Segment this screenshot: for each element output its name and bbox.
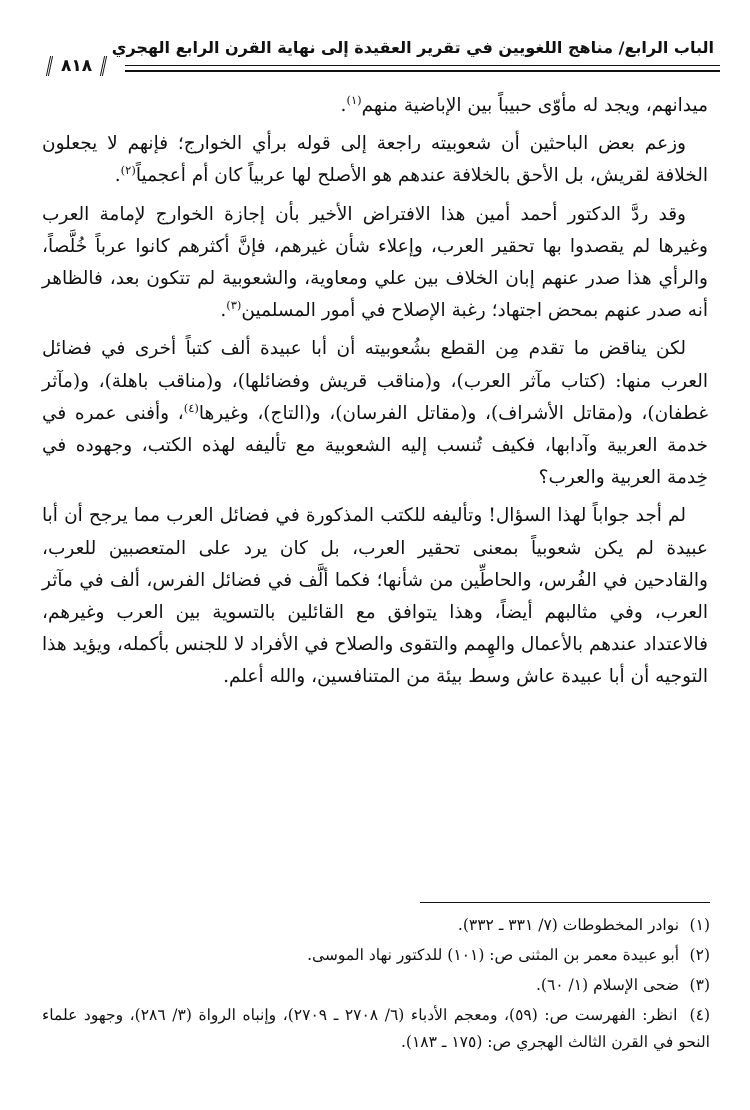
footnote-separator bbox=[420, 902, 710, 903]
footnote-ref: (٤) bbox=[183, 400, 199, 415]
footnote: (٤) انظر: الفهرست ص: (٥٩)، ومعجم الأدباء (٦/ ٢٧٠٨ ـ ٢٧٠٩)، وإنباه الرواة (٣/ ٢٨٦)، وجهود علماء النحو في القرن الثالث الهجري ص: (١٧٥ ـ ١٨٣). bbox=[42, 1006, 710, 1051]
running-header bbox=[30, 28, 720, 74]
footnotes bbox=[42, 912, 710, 1059]
footnote: (٣) ضحى الإسلام (١/ ٦٠). bbox=[535, 976, 710, 994]
footnote-ref: (٣) bbox=[226, 298, 242, 313]
footnote-ref: (١) bbox=[346, 92, 362, 107]
paragraph: لكن يناقض ما تقدم مِن القطع بشُعوبيته أن أبا عبيدة ألف كتباً أخرى في فضائل العرب منها: (كتاب مآثر العرب)، و(مناقب قريش وفضائلها)، و(مناقب باهلة)، و(مآثر غطفان)، و(مقاتل الأشراف)، و(مقاتل الفرسان)، و(التاج)، وغيرها$^{(٤)}$، وأفنى عمره في خدمة العربية وآدابها، فكيف تُنسب إليه الشعوبية مع تأليفه لهذه الكتب، وجهوده في خِدمة العربية والعرب؟ bbox=[42, 338, 708, 489]
paragraph: وزعم بعض الباحثين أن شعوبيته راجعة إلى قوله برأي الخوارج؛ فإنهم لا يجعلون الخلافة لقريش، بل الأحق بالخلافة عندهم هو الأصلح لها عربياً كان أم أعجمياً$^{(٢)}$. bbox=[42, 133, 708, 187]
chapter-title: الباب الرابع/ مناهج اللغويين في تقرير العقيدة إلى نهاية القرن الرابع الهجري bbox=[111, 38, 714, 57]
header-rule bbox=[125, 65, 720, 66]
paragraph: لم أجد جواباً لهذا السؤال! وتأليفه للكتب المذكورة في فضائل العرب مما يرجح أن أبا عبيدة لم يكن شعوبياً بمعنى تحقير العرب، بل كان يرد على المتعصبين للعرب، والقادحين في الفُرس، والحاطِّين من شأنها؛ فكما ألَّف في فضائل الفرس، ألف في مآثر العرب، وفي مثالبهم أيضاً، وهذا يتوافق مع القائلين بالتسوية بين العرب وغيرهم، فالاعتداد عندهم بالأعمال والهِمم والتقوى والصلاح في الأفراد لا للجنس بأكمله، ويؤيد هذا التوجيه أن أبا عبيدة عاش وسط بيئة من المتنافسين، والله أعلم. bbox=[42, 505, 708, 688]
footnote: (٢) أبو عبيدة معمر بن المثنى ص: (١٠١) للدكتور نهاد الموسى. bbox=[307, 946, 710, 964]
page-number: ٨١٨ bbox=[46, 56, 107, 76]
main-text bbox=[42, 90, 708, 700]
paragraph: وقد ردَّ الدكتور أحمد أمين هذا الافتراض الأخير بأن إجازة الخوارج لإمامة العرب وغيرها لم يقصدوا بها تحقير العرب، وإعلاء شأن غيرهم، فإنَّ أكثرهم كانوا عرباً خُلَّصاً، والرأي هذا صدر عنهم إبان الخلاف بين علي ومعاوية، والشعوبية لم تتكون بعد، فالظاهر أنه صدر عنهم بمحض اجتهاد؛ رغبة الإصلاح في أمور المسلمين$^{(٣)}$. bbox=[42, 203, 708, 322]
header-rule-thick bbox=[125, 70, 720, 72]
paragraph: ميدانهم، ويجد له مأوّى حبيباً بين الإباضية منهم$^{(١)}$. bbox=[340, 92, 708, 116]
footnote: (١) نوادر المخطوطات (٧/ ٣٣١ ـ ٣٣٢). bbox=[457, 916, 710, 934]
footnote-ref: (٢) bbox=[120, 163, 136, 178]
